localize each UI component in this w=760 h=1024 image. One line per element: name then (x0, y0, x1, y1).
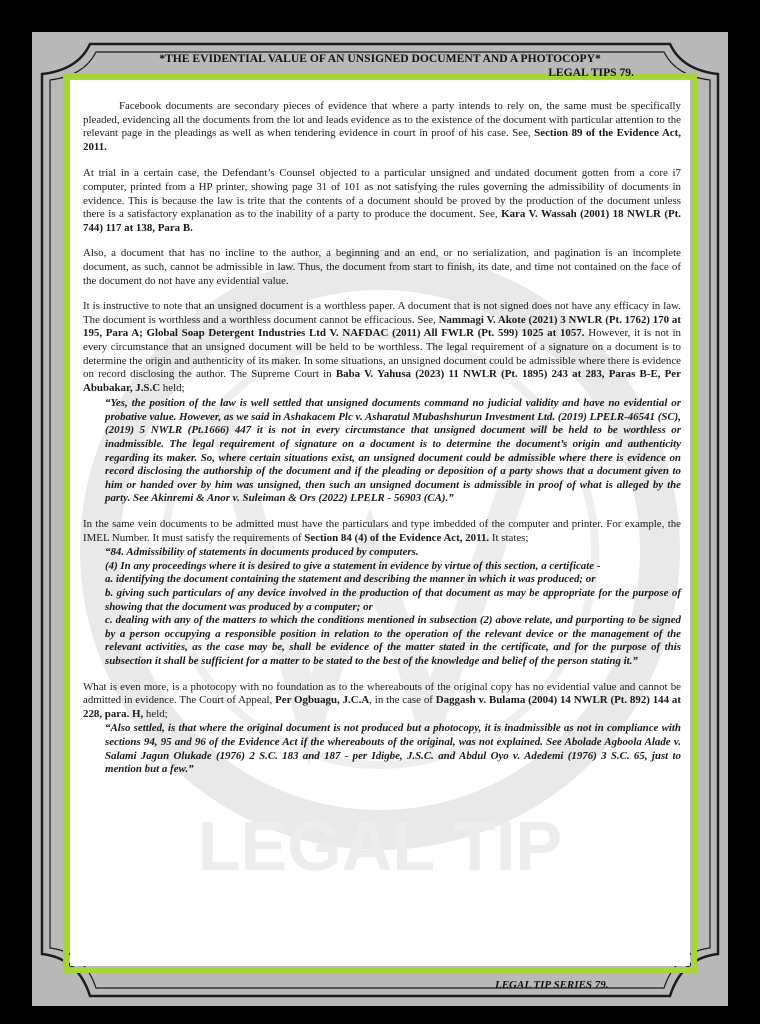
quote-block-3: “Also settled, is that where the original document is not produced but a photocopy, it is inadmissible as not in compliance with sections 94, 95 and 96 of the Evidence Act if the whereabouts of the original, was not explained. See Abolade Agboola Alade v. Salami Jagun Olukade (1976) 2 S.C. 183 and 187 - per Idigbe, J.S.C. and Abdul Oyo v. Adedemi (1976) 3 S.C. 65, just to mention but a few.” (105, 722, 681, 776)
citation: Nammagi V. Akote (2021) 3 NWLR (Pt. 1762) 170 at 195, Para A; Global Soap Detergent Industries Ltd V. NAFDAC (2011) All FWLR (Pt. 599) 1025 at 1057. (83, 313, 681, 340)
quote-block-2 (83, 546, 681, 668)
citation: Section 84 (4) of the Evidence Act, 2011. (304, 531, 490, 544)
citation: Kara V. Wassah (2001) 18 NWLR (Pt. 744) 117 at 138, Para B. (83, 208, 681, 234)
citation: Baba V. Yahusa (2023) 11 NWLR (Pt. 1895) 243 at 283, Paras B-E, Per Abubakar, J.S.C (83, 368, 681, 394)
title-line-2: LEGAL TIPS 79. (548, 66, 634, 79)
citation: Per Ogbuagu, J.C.A (275, 694, 370, 707)
statute-heading: “84. Admissibility of statements in documents produced by computers. (105, 546, 419, 559)
paragraph-5: In the same vein documents to be admitted must have the particulars and type imbedded of the computer and printer. For example, the IMEL Number. It must satisfy the requirements of Section 84 (4) of the Evidence Act, 2011. It states; (83, 518, 681, 544)
document-body (83, 100, 681, 789)
paragraph-6: What is even more, is a photocopy with no foundation as to the whereabouts of the original copy has no evidential value and cannot be admitted in evidence. The Court of Appeal, Per Ogbuagu, J.C.A, in the case of Daggash v. Bulama (2004) 14 NWLR (Pt. 892) 144 at 228, para. H, held; (83, 680, 681, 720)
paragraph-2: At trial in a certain case, the Defendant’s Counsel objected to a particular unsigned and undated document gotten from a core i7 computer, printed from a HP printer, showing page 31 of 101 as not satisfying the rules governing the admissibility of documents in evidence. This is because the law is trite that the contents of a document should be proved by the production of the document unless there is a satisfactory explanation as to the inability of a party to produce the document. See, Kara V. Wassah (2001) 18 NWLR (Pt. 744) 117 at 138, Para B. (83, 167, 681, 234)
citation: Section 89 of the Evidence Act, 2011. (83, 127, 681, 153)
watermark-text: LEGAL TIP (197, 807, 563, 885)
document-title (90, 52, 670, 80)
paragraph-3: Also, a document that has no incline to the author, a beginning and an end, or no serialization, and pagination is an incomplete document, as such, cannot be admissible in law. Thus, the document from start to finish, its date, and time not contained on the face of the document do not have any evidential value. (83, 247, 681, 287)
quote-block-1: “Yes, the position of the law is well settled that unsigned documents command no judicial validity and have no evidential or probative value. However, as we said in Ashakacem Plc v. Asharatul Mubashshurun Investment Ltd. (2019) LPELR-46541 (SC), (2019) 5 NWLR (Pt.1666) 447 it is not in every circumstance that unsigned document will be held to be worthless or inadmissible. The legal requirement of signature on a document is to determine the document’s origin and authenticity regarding its maker. So, where certain situations exist, an unsigned document could be admissible where there is evidence on record disclosing the authorship of the document and if the pleading or deposition of a party shows that a document given to him or handed over by him was unsigned, then such an unsigned document is admissible in proof of what is alleged by the party. See Akinremi & Anor v. Suleiman & Ors (2022) LPELR - 56903 (CA).” (105, 397, 681, 505)
statute-item-a: a. identifying the document containing the statement and describing the manner in which it was produced; or (105, 573, 596, 586)
statute-item-c: c. dealing with any of the matters to which the conditions mentioned in subsection (2) above relate, and purporting to be signed by a person occupying a responsible position in relation to the operation of the relevant device or the management of the relevant activities, as the case may be, shall be evidence of the matter stated in the certificate, and for the purpose of this subsection it shall be sufficient for a matter to be stated to the best of the knowledge and belief of the person stating it.” (105, 614, 681, 667)
statute-item-b: b. giving such particulars of any device involved in the production of that document as may be appropriate for the purpose of showing that the document was produced by a computer; or (105, 587, 681, 613)
title-line-1: *THE EVIDENTIAL VALUE OF AN UNSIGNED DOCUMENT AND A PHOTOCOPY* (159, 52, 601, 65)
paragraph-1: Facebook documents are secondary pieces of evidence that where a party intends to rely on, the same must be specifically pleaded, evidencing all the documents from the lot and leads evidence as to the existence of the document with particular attention to the relevant page in the pleadings as well as when tendering evidence in court in proof of his case. See, Section 89 of the Evidence Act, 2011. (83, 100, 681, 153)
paragraph-4: It is instructive to note that an unsigned document is a worthless paper. A document that is not signed does not have any efficacy in law. The document is worthless and a worthless document cannot be efficacious. See, Nammagi V. Akote (2021) 3 NWLR (Pt. 1762) 170 at 195, Para A; Global Soap Detergent Industries Ltd V. NAFDAC (2011) All FWLR (Pt. 599) 1025 at 1057. However, it is not in every circumstance that an unsigned document will be held to be worthless. The legal requirement of a signature on a document is to determine the origin and authenticity of its maker. In some situations, an unsigned document could be admissible where there is evidence on record disclosing the author. The Supreme Court in Baba V. Yahusa (2023) 11 NWLR (Pt. 1895) 243 at 283, Paras B-E, Per Abubakar, J.S.C held; (83, 300, 681, 394)
citation: Daggash v. Bulama (2004) 14 NWLR (Pt. 892) 144 at 228, para. H, (83, 694, 681, 720)
statute-subsection: (4) In any proceedings where it is desired to give a statement in evidence by virtue of this section, a certificate - (105, 559, 601, 572)
footer-series: LEGAL TIP SERIES 79. (495, 979, 609, 991)
